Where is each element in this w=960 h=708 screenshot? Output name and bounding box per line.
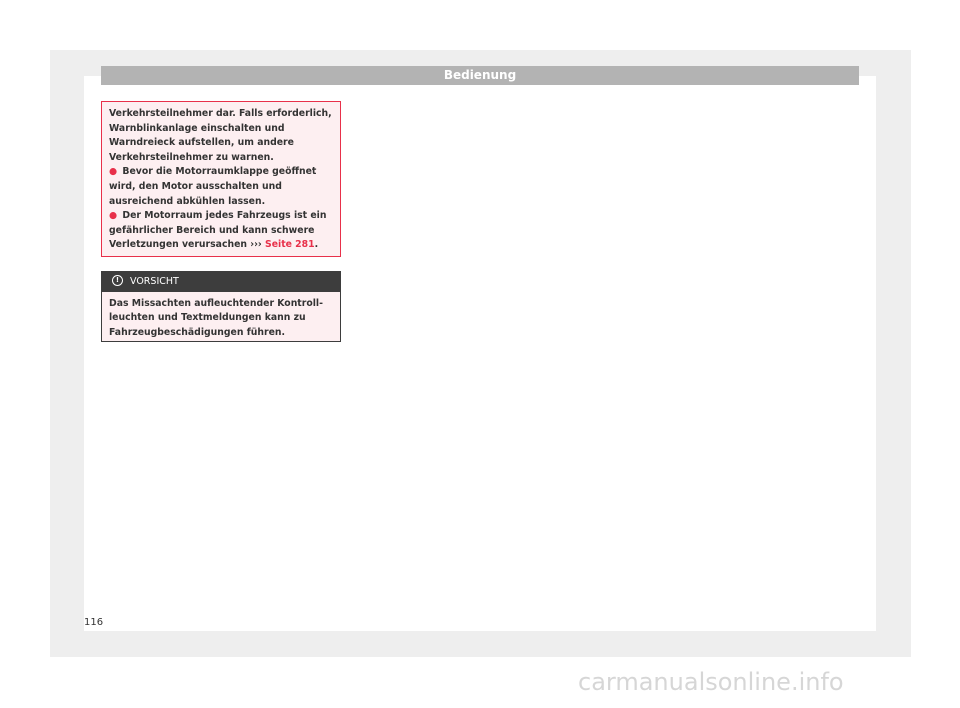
page-reference-link[interactable]: Seite 281 — [265, 239, 315, 251]
reference-end: . — [314, 239, 319, 251]
caution-header — [102, 272, 340, 292]
section-header: Bedienung — [101, 66, 859, 85]
reference-arrow: ››› — [250, 239, 262, 251]
bullet-icon: ● — [109, 210, 118, 222]
caution-title: VORSICHT — [130, 276, 179, 287]
warning-intro: Verkehrsteilnehmer dar. Falls erforderlich, Warnblinkanlage einschalten und Warndreieck aufstellen, um andere Verkehrsteilnehmer zu warnen. — [109, 108, 332, 163]
warning-box — [101, 101, 341, 257]
warning-bullet-text: Der Motorraum jedes Fahrzeugs ist ein gefährlicher Bereich und kann schwere Verletzungen verursachen — [109, 210, 327, 251]
caution-body: Das Missachten aufleuchtender Kontrollleuchten und Textmeldungen kann zu Fahrzeugbeschädigungen führen. — [109, 298, 323, 338]
exclamation-circle-icon: ! — [112, 275, 123, 286]
warning-bullet-1 — [109, 165, 334, 209]
warning-bullet-2 — [109, 209, 334, 253]
warning-bullet-text: Bevor die Motorraumklappe geöffnet wird, den Motor ausschalten und ausreichend abkühlen lassen. — [109, 166, 317, 207]
page-number: 116 — [84, 617, 104, 628]
watermark: carmanualsonline.info — [578, 668, 844, 696]
caution-box — [101, 271, 341, 342]
bullet-icon: ● — [109, 166, 118, 178]
